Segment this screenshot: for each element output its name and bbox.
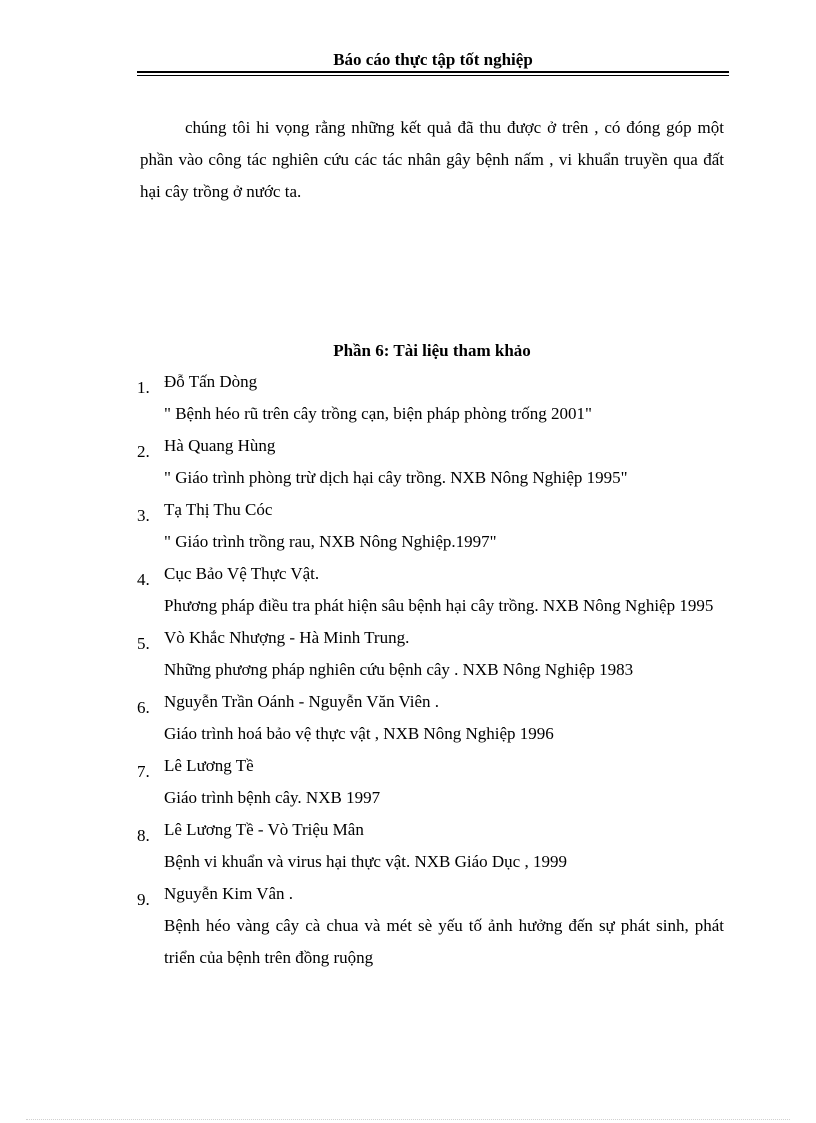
reference-author: Lê Lương Tề - Vò Triệu Mân: [164, 820, 364, 839]
reference-list: [0, 366, 816, 974]
reference-item-9: [0, 878, 816, 974]
reference-work: Bệnh héo vàng cây cà chua và mét sè yếu tố ảnh hưởng đến sự phát sinh, phát triển của bệnh trên đồng ruộng: [164, 916, 724, 967]
reference-item-3: [0, 494, 816, 558]
reference-number: 5.: [137, 634, 150, 653]
reference-work: " Bệnh héo rũ trên cây trồng cạn, biện pháp phòng trống 2001": [164, 404, 592, 423]
reference-number: 2.: [137, 442, 150, 461]
reference-number: 9.: [137, 890, 150, 909]
reference-author: Nguyễn Kim Vân .: [164, 884, 294, 903]
reference-author: Hà Quang Hùng: [164, 436, 276, 455]
section-title: Phần 6: Tài liệu tham khảo: [333, 341, 531, 360]
reference-author: Đỗ Tấn Dòng: [164, 372, 258, 391]
reference-item-4: [0, 558, 816, 622]
reference-work: Phương pháp điều tra phát hiện sâu bệnh hại cây trồng. NXB Nông Nghiệp 1995: [164, 596, 714, 615]
reference-number: 6.: [137, 698, 150, 717]
reference-number: 3.: [137, 506, 150, 525]
header-rule-thin: [137, 75, 729, 76]
reference-item-6: [0, 686, 816, 750]
reference-number: 8.: [137, 826, 150, 845]
reference-number: 4.: [137, 570, 150, 589]
page-header-title: Báo cáo thực tập tốt nghiệp: [333, 50, 533, 69]
reference-author: Nguyễn Trần Oánh - Nguyễn Văn Viên .: [164, 692, 440, 711]
reference-work: Bệnh vi khuẩn và virus hại thực vật. NXB Giáo Dục , 1999: [164, 852, 567, 871]
reference-item-7: [0, 750, 816, 814]
reference-author: Lê Lương Tề: [164, 756, 254, 775]
reference-work: " Giáo trình phòng trừ dịch hại cây trồng. NXB Nông Nghiệp 1995": [164, 468, 628, 487]
reference-work: Giáo trình bệnh cây. NXB 1997: [164, 788, 381, 807]
reference-author: Cục Bảo Vệ Thực Vật.: [164, 564, 320, 583]
reference-work: Giáo trình hoá bảo vệ thực vật , NXB Nông Nghiệp 1996: [164, 724, 554, 743]
reference-number: 7.: [137, 762, 150, 781]
reference-item-8: [0, 814, 816, 878]
header-rule-thick: [137, 71, 729, 73]
reference-author: Tạ Thị Thu Cóc: [164, 500, 273, 519]
reference-author: Vò Khắc Nhượng - Hà Minh Trung.: [164, 628, 410, 647]
reference-work: Những phương pháp nghiên cứu bệnh cây . NXB Nông Nghiệp 1983: [164, 660, 634, 679]
reference-work: " Giáo trình trồng rau, NXB Nông Nghiệp.1997": [164, 532, 497, 551]
reference-item-5: [0, 622, 816, 686]
reference-item-2: [0, 430, 816, 494]
intro-paragraph: chúng tôi hi vọng rằng những kết quả đã thu được ở trên , có đóng góp một phần vào công tác nghiên cứu các tác nhân gây bệnh nấm , vi khuẩn truyền qua đất hại cây trồng ở nước ta.: [140, 118, 724, 201]
page-bottom-dotted-line: [26, 1119, 790, 1120]
reference-number: 1.: [137, 378, 150, 397]
reference-item-1: [0, 366, 816, 430]
